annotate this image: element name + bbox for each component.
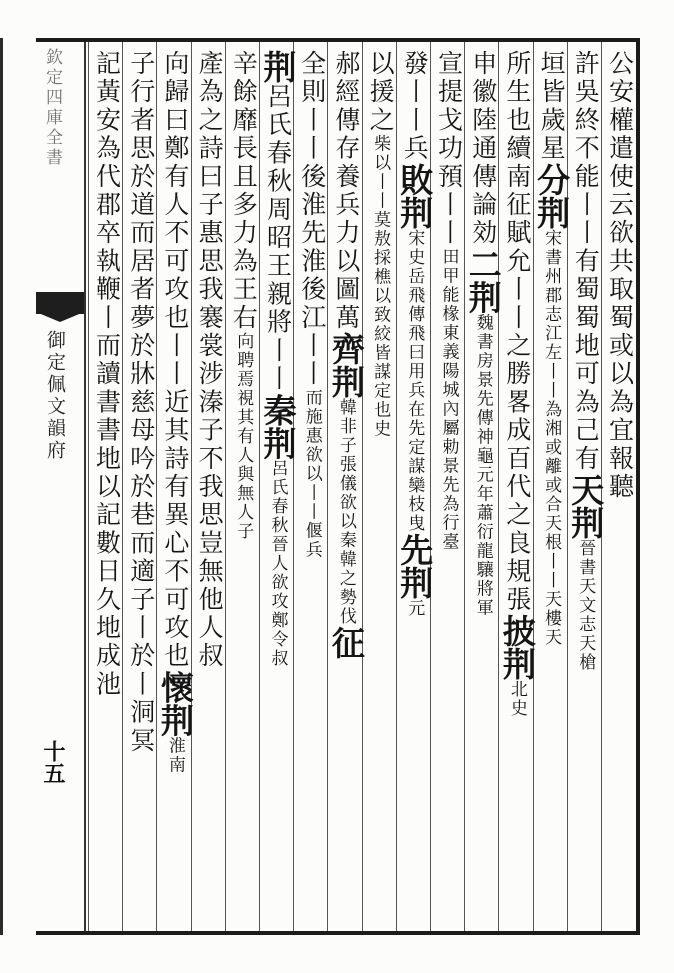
frame-right-border (636, 38, 640, 935)
annotation-text: 為湘或離或合 (541, 399, 562, 514)
body-text: 垣皆歲星 (537, 50, 567, 163)
body-text: 丨丨 (434, 191, 464, 248)
body-text: 丨丨 (297, 106, 327, 163)
headword-char: 先 (395, 532, 435, 566)
body-text: 兵 (400, 134, 430, 163)
text-column (126, 50, 156, 756)
body-text: 所生也 (502, 50, 532, 135)
body-text: 辛餘靡長且多力為王右 (229, 50, 259, 332)
column-rule (259, 42, 260, 931)
annotation-text: 天根 (541, 513, 562, 552)
annotation-text: 丨丨 (301, 483, 322, 522)
body-text: 之勝畧成百代之良規 (502, 332, 532, 586)
annotation-text: 偃兵 (301, 521, 322, 560)
text-column (326, 50, 366, 659)
body-text: 有蜀蜀地可為己有 (571, 247, 601, 474)
annotation-text: 丨丨 (541, 361, 562, 400)
headword-char: 二 (463, 247, 503, 281)
text-column (155, 50, 195, 775)
body-text: 丨 (126, 614, 156, 643)
annotation-text: 呂氏春秋晉人欲攻鄭令叔 (267, 459, 288, 669)
column-rule (88, 42, 89, 931)
text-column (463, 50, 503, 618)
headword-char: 荆 (395, 195, 435, 229)
body-text: 近其詩有異心不可攻也 (160, 388, 190, 671)
gutter-header: 欽定四庫全書 (42, 48, 62, 168)
headword-char: 荆 (497, 647, 537, 681)
body-text: 丨 (92, 303, 122, 333)
fishtail-mark (36, 292, 84, 314)
gutter-divider (84, 42, 86, 931)
annotation-text: 天樓天 (541, 589, 562, 647)
annotation-text: 淮南 (164, 736, 185, 775)
page-number: 十五 (40, 740, 66, 784)
body-text: 丨丨 (571, 191, 601, 248)
column-rule (327, 42, 328, 931)
body-text: 全則 (297, 50, 327, 107)
body-text: 丨丨 (297, 332, 327, 389)
body-text: 而讀書書地以記數日久地成池 (92, 332, 122, 699)
annotation-text: 丨丨 (541, 551, 562, 590)
body-text: 於 (126, 642, 156, 671)
body-text: 呂氏春秋周昭王親將 (263, 83, 293, 337)
fishtail-notch (36, 312, 84, 322)
body-text: 丨 (126, 670, 156, 699)
annotation-text: 柴以 (370, 134, 391, 173)
body-text: 洞冥 (126, 698, 156, 756)
body-text: 許吳終不能 (571, 50, 601, 191)
body-text: 記黃安為代郡卒執鞭 (92, 50, 122, 304)
text-column (366, 50, 396, 439)
text-column (258, 50, 298, 669)
headword-char: 荆 (155, 703, 195, 737)
body-text: 丨丨 (400, 78, 430, 135)
body-text: 後淮先淮後江 (297, 162, 327, 333)
annotation-text: 韓非子張儀欲以秦韓之勢伐 (335, 398, 356, 626)
body-text: 公安權遣使云欲共取蜀或以為宜報聽 (605, 50, 635, 502)
text-column (395, 50, 435, 618)
body-text: 丨丨 (263, 336, 293, 394)
headword-char: 懷 (155, 670, 195, 704)
headword-char: 荆 (463, 280, 503, 314)
headword-char: 敗 (395, 162, 435, 196)
body-text: 申徽陸通傳論効 (468, 50, 498, 248)
body-text: 產為之詩曰子惠思我褰裳涉溱子不我思豈無他人叔 (195, 50, 225, 671)
body-text: 以援之 (366, 50, 396, 135)
headword-char: 分 (532, 162, 572, 196)
frame-bottom-border (36, 931, 640, 935)
headword-char: 荆 (395, 565, 435, 599)
text-column (229, 50, 259, 541)
annotation-text: 田甲能椽東義陽城內屬勅景先為行臺 (438, 247, 459, 552)
text-column (497, 50, 537, 719)
headword-char: 荆 (258, 426, 298, 460)
headword-char: 荆 (326, 365, 366, 398)
annotation-text: 而施惠欲以 (301, 388, 322, 484)
annotation-text: 史 (370, 419, 391, 439)
annotation-text: 宋書州郡志江左 (541, 228, 562, 362)
headword-char: 荆 (258, 50, 298, 83)
body-text: 續南征賦允 (502, 134, 532, 276)
body-text: 丨丨 (160, 332, 190, 389)
headword-char: 披 (497, 614, 537, 648)
headword-char: 荆 (532, 195, 572, 229)
body-text: 發 (400, 50, 430, 79)
column-rule (225, 42, 226, 931)
headword-char: 荆 (566, 506, 606, 540)
frame-left-edge (0, 38, 3, 935)
text-column (297, 50, 327, 560)
text-column (195, 50, 225, 671)
headword-char: 秦 (258, 393, 298, 427)
text-column (532, 50, 572, 647)
text-column (434, 50, 464, 552)
annotation-text: 元 (404, 598, 425, 618)
headword-char: 征 (326, 626, 366, 659)
annotation-text: 向聘焉視其有人與無人子 (233, 332, 254, 541)
annotation-text: 宋史岳飛傳飛曰用兵在先定謀欒枝曳 (404, 228, 425, 533)
column-rule (156, 42, 157, 931)
annotation-text: 莫敖採樵以致絞皆謀定也 (370, 210, 391, 420)
body-text: 子行者思於道而居者夢於牀慈母吟於巷而適子 (126, 50, 156, 614)
headword-char: 齊 (326, 332, 366, 365)
column-rule (464, 42, 465, 931)
annotation-text: 北史 (506, 680, 527, 719)
frame-top-border (36, 38, 640, 42)
text-column (605, 50, 635, 502)
annotation-text: 魏書房景先傳神龜元年蕭衍龍驤將軍 (472, 313, 493, 618)
body-text: 郝經傳存養兵力以圖萬 (331, 50, 361, 332)
annotation-text: 晉書天文志天槍 (575, 539, 596, 673)
text-column (566, 50, 606, 673)
column-rule (122, 42, 123, 931)
text-column (92, 50, 122, 699)
gutter-book-title: 御定佩文韻府 (44, 330, 66, 462)
headword-char: 天 (566, 473, 606, 507)
annotation-text: 丨丨 (370, 172, 391, 211)
body-text: 丨丨 (502, 275, 532, 333)
body-text: 張 (502, 585, 532, 615)
body-text: 宣提戈功預 (434, 50, 464, 191)
body-text: 向歸曰鄭有人不可攻也 (160, 50, 190, 332)
